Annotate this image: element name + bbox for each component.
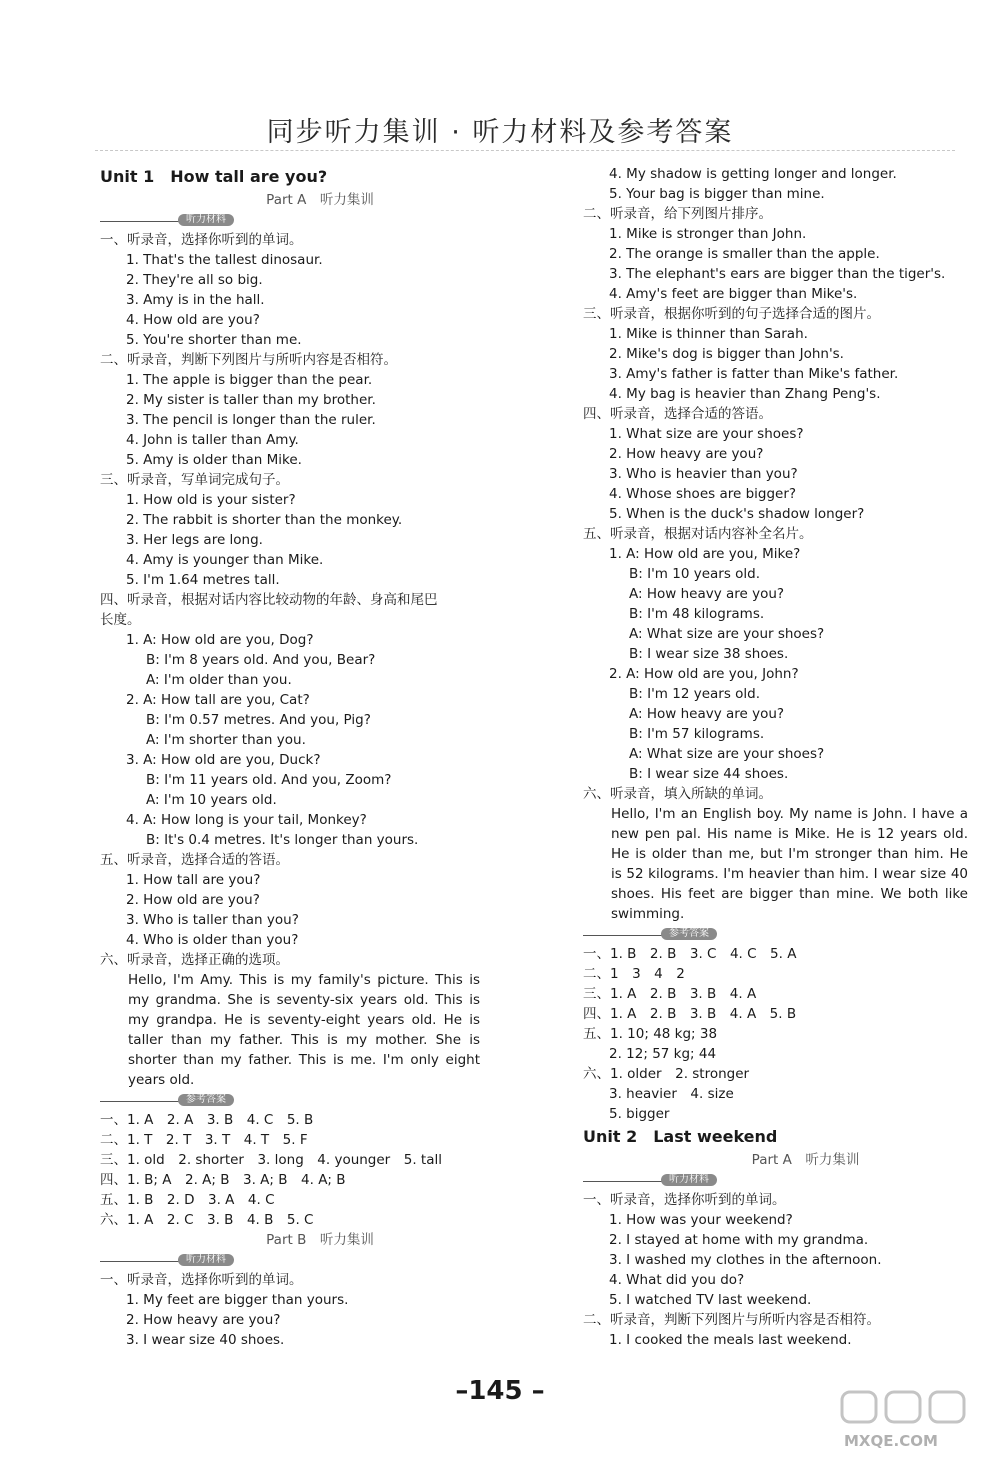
left-column	[100, 164, 480, 1350]
section-tag-row	[100, 1090, 480, 1110]
list-item: 5. You're shorter than me.	[126, 332, 302, 348]
list-item: 1. Mike is stronger than John.	[609, 226, 807, 242]
answer-line: 三、1. old 2. shorter 3. long 4. younger 5. tall	[100, 1152, 442, 1168]
list-item: 4. John is taller than Amy.	[126, 432, 299, 448]
section-tag: 参考答案	[178, 1094, 234, 1106]
dialog-line: A: I'm older than you.	[146, 672, 292, 688]
title-divider	[95, 150, 955, 151]
list-item: 5. When is the duck's shadow longer?	[609, 506, 865, 522]
list-item: 2. The rabbit is shorter than the monkey.	[126, 512, 403, 528]
section-heading: 一、听录音，选择你听到的单词。	[100, 232, 303, 248]
dialog-line: B: I'm 10 years old.	[629, 566, 761, 582]
list-item: 3. I wear size 40 shoes.	[126, 1332, 285, 1348]
list-item: 4. Whose shoes are bigger?	[609, 486, 797, 502]
section-tag: 听力材料	[178, 1254, 234, 1266]
list-item: 2. How heavy are you?	[126, 1312, 281, 1328]
page-number: –145 –	[455, 1376, 545, 1406]
list-item: 1. The apple is bigger than the pear.	[126, 372, 373, 388]
section-heading-cont: 长度。	[100, 612, 141, 628]
tag-rule	[100, 1101, 180, 1102]
list-item: 2. How old are you?	[126, 892, 260, 908]
watermark-glyph-box	[886, 1392, 920, 1422]
dialog-line: B: I wear size 44 shoes.	[629, 766, 789, 782]
watermark-glyph-box	[842, 1392, 876, 1422]
section-tag: 听力材料	[661, 1174, 717, 1186]
list-item: 1. How old is your sister?	[126, 492, 296, 508]
dialog-line: 2. A: How tall are you, Cat?	[126, 692, 310, 708]
dialog-line: 3. A: How old are you, Duck?	[126, 752, 321, 768]
section-tag-row	[583, 1170, 968, 1190]
section-tag-row	[100, 1250, 480, 1270]
list-item: 1. How tall are you?	[126, 872, 261, 888]
dialog-line: 4. A: How long is your tail, Monkey?	[126, 812, 367, 828]
dialog-line: 2. A: How old are you, John?	[609, 666, 799, 682]
unit-title: Unit 2 Last weekend	[583, 1127, 778, 1146]
part-heading: Part A 听力集训	[266, 192, 374, 208]
list-item: 5. Your bag is bigger than mine.	[609, 186, 825, 202]
list-item: 4. How old are you?	[126, 312, 260, 328]
list-item: 3. Her legs are long.	[126, 532, 263, 548]
list-item: 2. I stayed at home with my grandma.	[609, 1232, 869, 1248]
unit-title: Unit 1 How tall are you?	[100, 167, 328, 186]
dialog-line: B: I wear size 38 shoes.	[629, 646, 789, 662]
section-heading: 三、听录音，根据你听到的句子选择合适的图片。	[583, 306, 880, 322]
section-heading: 二、听录音，判断下列图片与所听内容是否相符。	[583, 1312, 880, 1328]
dialog-line: A: How heavy are you?	[629, 586, 785, 602]
tag-rule	[583, 1181, 663, 1182]
list-item: 5. I'm 1.64 metres tall.	[126, 572, 280, 588]
dialog-line: B: I'm 11 years old. And you, Zoom?	[146, 772, 392, 788]
list-item: 1. How was your weekend?	[609, 1212, 793, 1228]
section-heading: 五、听录音，根据对话内容补全名片。	[583, 526, 813, 542]
answer-line: 2. 12; 57 kg; 44	[609, 1046, 717, 1062]
dialog-line: A: What size are your shoes?	[629, 626, 825, 642]
answer-line: 六、1. older 2. stronger	[583, 1066, 750, 1082]
section-heading: 六、听录音，选择正确的选项。	[100, 952, 289, 968]
tag-rule	[100, 221, 180, 222]
list-item: 3. The elephant's ears are bigger than the tiger's.	[609, 266, 946, 282]
section-heading: 四、听录音，根据对话内容比较动物的年龄、身高和尾巴	[100, 592, 438, 608]
section-heading: 一、听录音，选择你听到的单词。	[583, 1192, 786, 1208]
section-heading: 五、听录音，选择合适的答语。	[100, 852, 289, 868]
section-heading: 二、听录音，判断下列图片与所听内容是否相符。	[100, 352, 397, 368]
section-heading: 二、听录音，给下列图片排序。	[583, 206, 772, 222]
list-item: 3. I washed my clothes in the afternoon.	[609, 1252, 882, 1268]
list-item: 4. My bag is heavier than Zhang Peng's.	[609, 386, 881, 402]
part-heading: Part B 听力集训	[266, 1232, 374, 1248]
section-tag: 参考答案	[661, 928, 717, 940]
dialog-line: 1. A: How old are you, Mike?	[609, 546, 801, 562]
section-tag-row	[100, 210, 480, 230]
answer-line: 5. bigger	[609, 1106, 670, 1122]
list-item: 4. Amy's feet are bigger than Mike's.	[609, 286, 858, 302]
section-tag-row	[583, 924, 968, 944]
watermark-text: MXQE.COM	[844, 1432, 938, 1450]
list-item: 2. How heavy are you?	[609, 446, 764, 462]
dialog-line: A: How heavy are you?	[629, 706, 785, 722]
answer-line: 三、1. A 2. B 3. B 4. A	[583, 986, 757, 1002]
section-heading: 一、听录音，选择你听到的单词。	[100, 1272, 303, 1288]
part-heading: Part A 听力集训	[751, 1152, 860, 1168]
list-item: 4. Who is older than you?	[126, 932, 299, 948]
tag-rule	[100, 1261, 180, 1262]
list-item: 3. Amy is in the hall.	[126, 292, 265, 308]
passage: Hello, I'm an English boy. My name is John. I have a new pen pal. His name is Mike. He is 12 years old. He is older than me, but I'm stronger than him. He is 52 kilograms. I'm heavier than him. I wear size 40 shoes. His feet are bigger than mine. We both like swimming.	[611, 806, 968, 922]
list-item: 5. Amy is older than Mike.	[126, 452, 302, 468]
dialog-line: B: I'm 57 kilograms.	[629, 726, 765, 742]
dialog-line: B: I'm 0.57 metres. And you, Pig?	[146, 712, 371, 728]
passage: Hello, I'm Amy. This is my family's picture. This is my grandma. She is seventy-six years old. This is my grandpa. He is seventy-eight years old. He is taller than my father. This is my mother. She is shorter than my father. This is me. I'm only eight years old.	[128, 972, 480, 1088]
watermark-glyph-box	[930, 1392, 964, 1422]
list-item: 1. What size are your shoes?	[609, 426, 804, 442]
dialog-line: 1. A: How old are you, Dog?	[126, 632, 314, 648]
list-item: 1. That's the tallest dinosaur.	[126, 252, 323, 268]
dialog-line: B: I'm 12 years old.	[629, 686, 761, 702]
answer-line: 五、1. B 2. D 3. A 4. C	[100, 1192, 275, 1208]
answer-line: 3. heavier 4. size	[609, 1086, 734, 1102]
dialog-line: B: It's 0.4 metres. It's longer than yours.	[146, 832, 419, 848]
list-item: 5. I watched TV last weekend.	[609, 1292, 812, 1308]
list-item: 4. What did you do?	[609, 1272, 745, 1288]
answer-line: 二、1 3 4 2	[583, 966, 685, 982]
dialog-line: A: What size are your shoes?	[629, 746, 825, 762]
list-item: 1. I cooked the meals last weekend.	[609, 1332, 852, 1348]
section-tag: 听力材料	[178, 214, 234, 226]
dialog-line: A: I'm shorter than you.	[146, 732, 306, 748]
section-heading: 六、听录音，填入所缺的单词。	[583, 786, 772, 802]
answer-line: 四、1. B; A 2. A; B 3. A; B 4. A; B	[100, 1172, 346, 1188]
list-item: 4. My shadow is getting longer and longer.	[609, 166, 897, 182]
tag-rule	[583, 935, 663, 936]
list-item: 3. Amy's father is fatter than Mike's father.	[609, 366, 899, 382]
list-item: 2. They're all so big.	[126, 272, 263, 288]
list-item: 3. The pencil is longer than the ruler.	[126, 412, 376, 428]
section-heading: 四、听录音，选择合适的答语。	[583, 406, 772, 422]
dialog-line: B: I'm 8 years old. And you, Bear?	[146, 652, 376, 668]
answer-line: 四、1. A 2. B 3. B 4. A 5. B	[583, 1006, 797, 1022]
list-item: 1. My feet are bigger than yours.	[126, 1292, 349, 1308]
list-item: 2. My sister is taller than my brother.	[126, 392, 376, 408]
answer-line: 一、1. A 2. A 3. B 4. C 5. B	[100, 1112, 314, 1128]
watermark-logo	[832, 1390, 992, 1454]
list-item: 2. Mike's dog is bigger than John's.	[609, 346, 844, 362]
answer-line: 五、1. 10; 48 kg; 38	[583, 1026, 718, 1042]
right-column	[583, 164, 968, 1350]
dialog-line: B: I'm 48 kilograms.	[629, 606, 765, 622]
list-item: 3. Who is taller than you?	[126, 912, 299, 928]
answer-line: 二、1. T 2. T 3. T 4. T 5. F	[100, 1132, 308, 1148]
answer-line: 一、1. B 2. B 3. C 4. C 5. A	[583, 946, 797, 962]
section-heading: 三、听录音，写单词完成句子。	[100, 472, 289, 488]
answer-line: 六、1. A 2. C 3. B 4. B 5. C	[100, 1212, 314, 1228]
list-item: 4. Amy is younger than Mike.	[126, 552, 324, 568]
dialog-line: A: I'm 10 years old.	[146, 792, 277, 808]
list-item: 1. Mike is thinner than Sarah.	[609, 326, 808, 342]
list-item: 3. Who is heavier than you?	[609, 466, 798, 482]
list-item: 2. The orange is smaller than the apple.	[609, 246, 880, 262]
page-title: 同步听力集训 · 听力材料及参考答案	[266, 117, 734, 148]
